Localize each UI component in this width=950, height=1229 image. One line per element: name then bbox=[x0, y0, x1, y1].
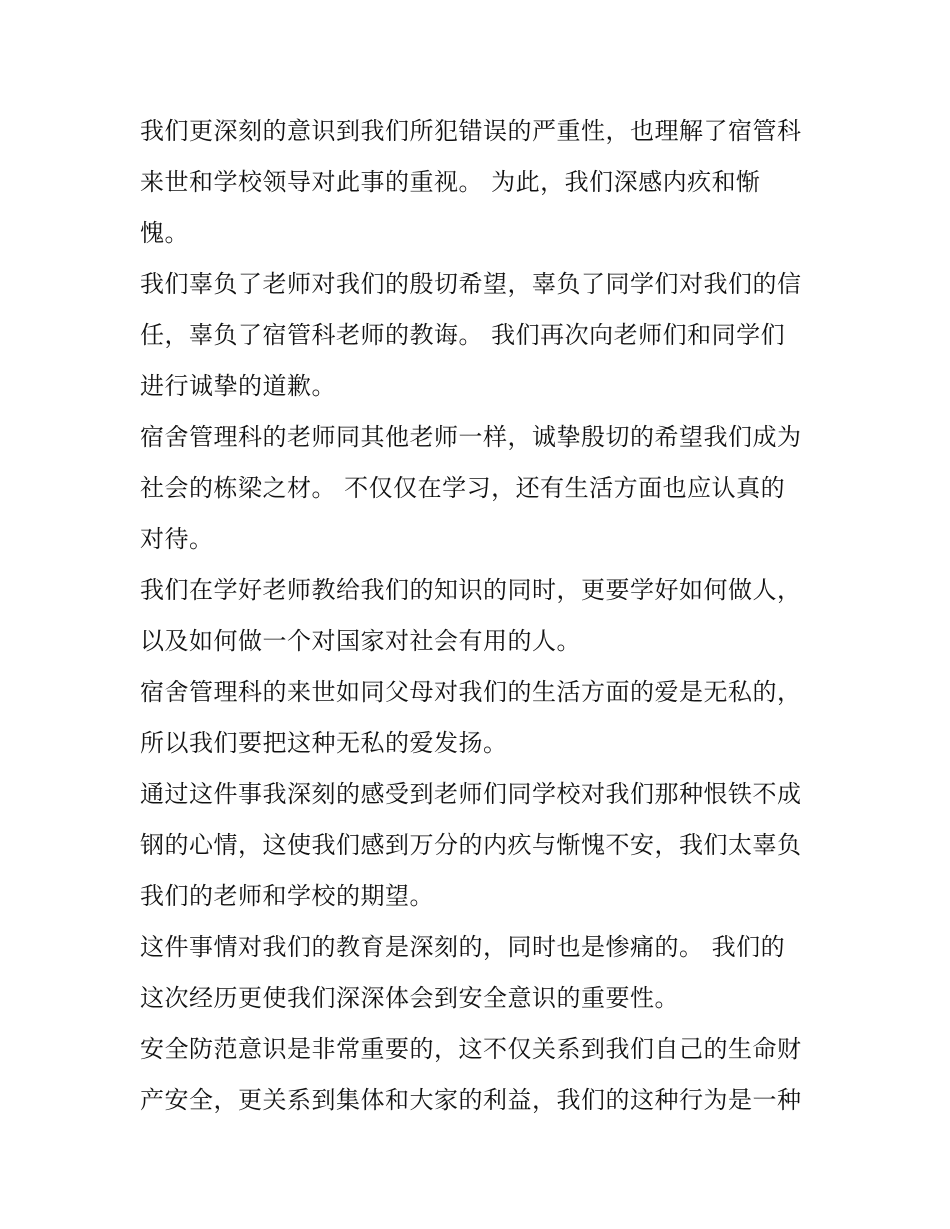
text-line: 我们辜负了老师对我们的殷切希望，辜负了同学们对我们的信 bbox=[140, 270, 802, 298]
text-line: 宿舍管理科的老师同其他老师一样，诚挚殷切的希望我们成为 bbox=[140, 423, 802, 451]
text-line: 我们在学好老师教给我们的知识的同时，更要学好如何做人， bbox=[140, 576, 802, 604]
text-line: 来世和学校领导对此事的重视。 为此，我们深感内疚和惭 bbox=[140, 168, 761, 196]
text-line: 我们更深刻的意识到我们所犯错误的严重性，也理解了宿管科 bbox=[140, 117, 802, 145]
text-line: 所以我们要把这种无私的爱发扬。 bbox=[140, 729, 508, 757]
text-line: 产安全，更关系到集体和大家的利益，我们的这种行为是一种 bbox=[140, 1086, 802, 1114]
text-line: 这次经历更使我们深深体会到安全意识的重要性。 bbox=[140, 984, 679, 1012]
text-line: 宿舍管理科的来世如同父母对我们的生活方面的爱是无私的， bbox=[140, 678, 802, 706]
text-line: 进行诚挚的道歉。 bbox=[140, 372, 336, 400]
text-line: 以及如何做一个对国家对社会有用的人。 bbox=[140, 627, 581, 655]
document-body bbox=[140, 106, 820, 1126]
text-line: 愧。 bbox=[140, 219, 189, 247]
text-line: 通过这件事我深刻的感受到老师们同学校对我们那种恨铁不成 bbox=[140, 780, 802, 808]
text-line: 对待。 bbox=[140, 525, 214, 553]
text-line: 钢的心情，这使我们感到万分的内疚与惭愧不安，我们太辜负 bbox=[140, 831, 802, 859]
text-line: 任，辜负了宿管科老师的教诲。 我们再次向老师们和同学们 bbox=[140, 321, 786, 349]
text-line: 社会的栋梁之材。 不仅仅在学习，还有生活方面也应认真的 bbox=[140, 474, 786, 502]
text-line: 安全防范意识是非常重要的，这不仅关系到我们自己的生命财 bbox=[140, 1035, 802, 1063]
text-line: 我们的老师和学校的期望。 bbox=[140, 882, 434, 910]
text-line: 这件事情对我们的教育是深刻的，同时也是惨痛的。 我们的 bbox=[140, 933, 786, 961]
